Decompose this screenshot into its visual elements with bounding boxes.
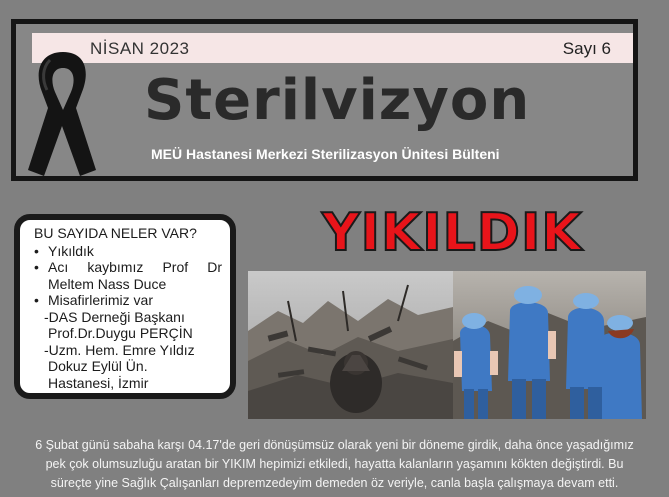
toc-list xyxy=(34,243,222,392)
toc-subitem-continued: Hastanesi, İzmir xyxy=(48,374,149,391)
masthead xyxy=(11,19,638,181)
article-text xyxy=(6,436,663,493)
toc-heading: BU SAYIDA NELER VAR? xyxy=(34,225,197,241)
toc-item-label: Yıkıldık xyxy=(48,242,94,259)
mourning-ribbon-icon xyxy=(22,46,104,180)
newsletter-title: Sterilvizyon xyxy=(144,68,531,133)
toc-subitem-continued: Prof.Dr.Duygu PERÇİN xyxy=(48,325,193,341)
toc-subitem: -Uzm. Hem. Emre Yıldız xyxy=(44,341,195,358)
toc-subitem-continued: Dokuz Eylül Ün. xyxy=(48,358,148,374)
issue-date: NİSAN 2023 xyxy=(90,39,190,58)
toc-item xyxy=(34,292,222,309)
article-line: 6 Şubat günü sabaha karşı 04.17'de geri dönüşümsüz olarak yeni bir döneme girdik, daha önce yaşadığımız xyxy=(35,438,634,452)
article-line: pek çok olumsuzluğu aratan bir YIKIM hepimizi etkiledi, hayatta kalanların yaşamını kökten değiştirdi. Bu xyxy=(45,457,624,471)
earthquake-photo-illustration xyxy=(248,271,646,419)
article-line: süreçte yine Sağlık Çalışanları depremzedeyim demeden öz veriyle, canla başla çalışmaya devam etti. xyxy=(50,476,619,490)
issue-number: Sayı 6 xyxy=(562,39,611,58)
table-of-contents xyxy=(14,214,236,399)
toc-item-continued: Meltem Nass Duce xyxy=(48,275,167,292)
date-bar xyxy=(32,33,633,63)
headline: YIKILDIK xyxy=(322,203,583,263)
toc-item-label: Acı kaybımız Prof Dr xyxy=(48,259,222,275)
earthquake-photo xyxy=(248,271,646,419)
newsletter-subtitle: MEÜ Hastanesi Merkezi Sterilizasyon Ünitesi Bülteni xyxy=(151,146,500,162)
toc-item-label: Misafirlerimiz var xyxy=(48,292,153,308)
toc-subitem: -DAS Derneği Başkanı xyxy=(44,308,185,325)
toc-item xyxy=(34,259,222,276)
toc-item xyxy=(34,243,222,260)
